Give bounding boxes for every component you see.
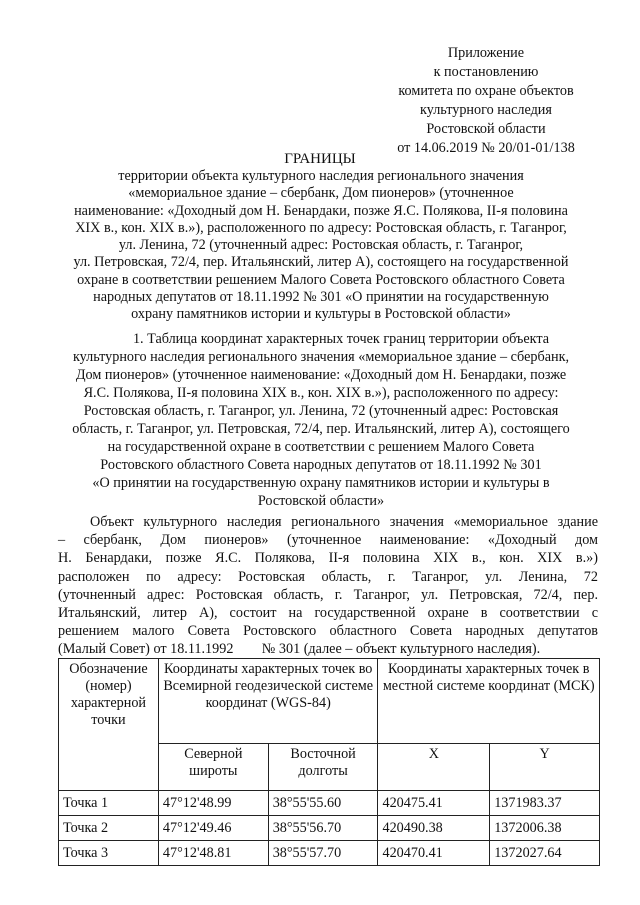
coordinates-table bbox=[58, 658, 600, 866]
cell-y: 1371983.37 bbox=[490, 791, 600, 816]
cell-east: 38°55'55.60 bbox=[268, 791, 378, 816]
table-row bbox=[59, 841, 600, 866]
cell-y: 1372027.64 bbox=[490, 841, 600, 866]
paragraph-line: Объект культурного наследия регионального значения «мемориальное здание bbox=[90, 514, 598, 530]
subtitle-line: ул. Петровская, 72/4, пер. Итальянский, литер А), состоящего на государственной bbox=[73, 254, 569, 271]
cell-north: 47°12'48.99 bbox=[158, 791, 268, 816]
subtitle-line: XIX в., кон. XIX в.»), расположенного по адресу: Ростовская область, г. Таганрог, bbox=[75, 219, 567, 236]
paragraph-line: (Малый Совет) от 18.11.1992 № 301 (далее – объект культурного наследия). bbox=[58, 641, 541, 658]
document-subtitle bbox=[54, 168, 588, 324]
header-east-longitude: Восточной долготы bbox=[268, 744, 378, 791]
body-paragraph bbox=[58, 513, 598, 659]
appendix-line: комитета по охране объектов bbox=[398, 83, 574, 99]
section-line: область, г. Таганрог, ул. Петровская, 72/4, пер. Итальянский, литер А), состоящего bbox=[72, 421, 570, 437]
section-line: 1. Таблица координат характерных точек границ территории объекта bbox=[132, 331, 550, 347]
paragraph-line: – сбербанк, Дом пионеров» (уточненное наименование: «Доходный дом bbox=[58, 532, 598, 549]
cell-east: 38°55'57.70 bbox=[268, 841, 378, 866]
paragraph-line: решением малого Совета Ростовского областного Совета народных депутатов bbox=[58, 623, 598, 640]
cell-x: 420470.41 bbox=[378, 841, 490, 866]
cell-point: Точка 3 bbox=[59, 841, 159, 866]
header-x: X bbox=[378, 744, 490, 791]
cell-y: 1372006.38 bbox=[490, 816, 600, 841]
table-row bbox=[59, 816, 600, 841]
section-line: Я.С. Полякова, II-я половина XIX в., кон. XIX в.»), расположенного по адресу: bbox=[83, 385, 559, 401]
header-wgs84-coordinates: Координаты характерных точек во Всемирной геодезической системе координат (WGS-84) bbox=[158, 659, 378, 744]
subtitle-line: охране в соответствии решением Малого Совета Ростовского областного Совета bbox=[77, 271, 565, 288]
cell-north: 47°12'49.46 bbox=[158, 816, 268, 841]
appendix-line: Ростовской области bbox=[426, 121, 546, 137]
appendix-block bbox=[378, 44, 594, 158]
table-row bbox=[59, 791, 600, 816]
paragraph-line: расположен по адресу: Ростовская область, г. Таганрог, ул. Ленина, 72 bbox=[58, 568, 598, 585]
header-y: Y bbox=[490, 744, 600, 791]
subtitle-line: территории объекта культурного наследия регионального значения bbox=[118, 168, 524, 184]
cell-point: Точка 1 bbox=[59, 791, 159, 816]
cell-point: Точка 2 bbox=[59, 816, 159, 841]
header-msk-coordinates: Координаты характерных точек в местной системе координат (МСК) bbox=[378, 659, 600, 744]
document-title: ГРАНИЦЫ bbox=[284, 151, 356, 167]
section-heading bbox=[54, 330, 588, 510]
subtitle-line: наименование: «Доходный дом Н. Бенардаки, позже Я.С. Полякова, II-я половина bbox=[74, 202, 568, 219]
cell-east: 38°55'56.70 bbox=[268, 816, 378, 841]
cell-north: 47°12'48.81 bbox=[158, 841, 268, 866]
paragraph-line: Итальянский, литер А), состоит на государственной охране в соответствии с bbox=[58, 605, 598, 622]
cell-x: 420490.38 bbox=[378, 816, 490, 841]
section-line: Ростовской области» bbox=[257, 493, 385, 509]
paragraph-line: (уточненный адрес: Ростовская область, г. Таганрог, ул. Петровская, 72/4, пер. bbox=[58, 586, 598, 603]
appendix-line: культурного наследия bbox=[420, 102, 552, 118]
section-line: Ростовская область, г. Таганрог, ул. Ленина, 72 (уточненный адрес: Ростовская bbox=[83, 403, 559, 419]
cell-x: 420475.41 bbox=[378, 791, 490, 816]
appendix-line: к постановлению bbox=[433, 64, 539, 80]
subtitle-line: «мемориальное здание – сбербанк, Дом пионеров» (уточненное bbox=[128, 185, 514, 202]
section-line: Ростовского областного Совета народных депутатов от 18.11.1992 № 301 bbox=[100, 457, 542, 473]
section-line: «О принятии на государственную охрану памятников истории и культуры в bbox=[92, 475, 550, 491]
subtitle-line: охрану памятников истории и культуры в Ростовской области» bbox=[131, 306, 511, 323]
section-line: Дом пионеров» (уточненное наименование: «Доходный дом Н. Бенардаки, позже bbox=[75, 367, 567, 383]
subtitle-line: ул. Ленина, 72 (уточненный адрес: Ростовская область, г. Таганрог, bbox=[118, 237, 524, 254]
header-point-designation: Обозначение (номер) характерной точки bbox=[59, 659, 159, 791]
appendix-line: Приложение bbox=[447, 45, 525, 61]
subtitle-line: народных депутатов от 18.11.1992 № 301 «О принятии на государственную bbox=[93, 289, 549, 306]
paragraph-line: Н. Бенардаки, позже Я.С. Полякова, II-я половина XIX в., кон. XIX в.») bbox=[58, 550, 598, 567]
section-line: культурного наследия регионального значения «мемориальное здание – сбербанк, bbox=[72, 349, 570, 365]
section-line: на государственной охране в соответствии с решением Малого Совета bbox=[107, 439, 535, 455]
header-north-latitude: Северной широты bbox=[158, 744, 268, 791]
appendix-line: от 14.06.2019 № 20/01-01/138 bbox=[397, 140, 575, 156]
